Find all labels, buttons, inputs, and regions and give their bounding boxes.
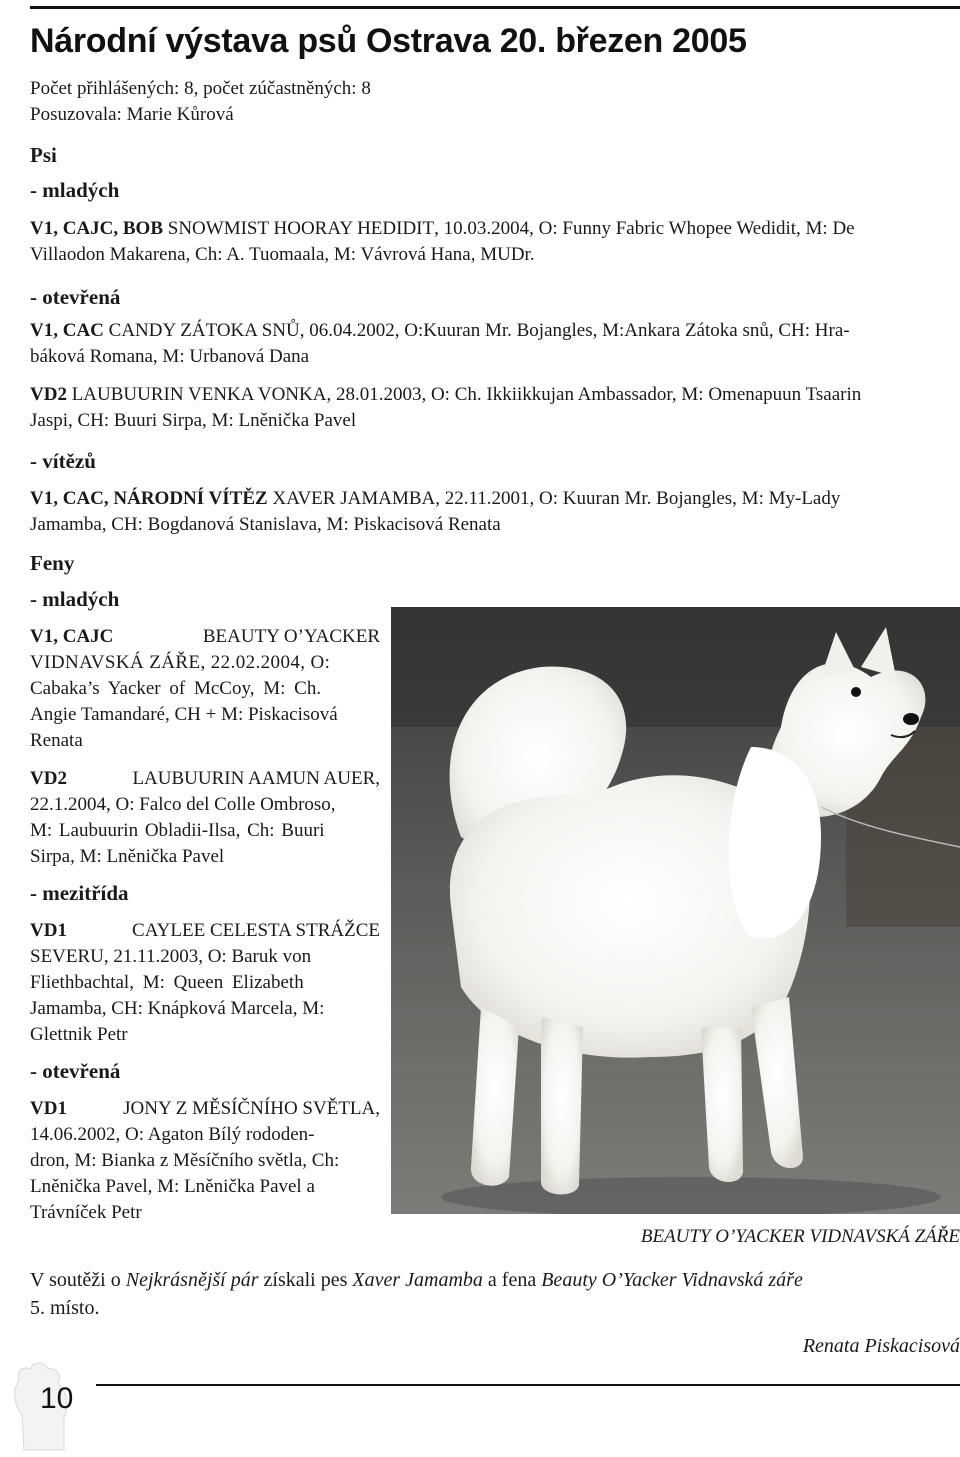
entry-bitches-young-2-line3: M: Laubuurin Obladii-Ilsa, Ch: Buuri bbox=[30, 820, 325, 841]
top-rule bbox=[30, 6, 960, 9]
entry-details: , 10.03.2004, O: Funny Fabric Whopee Wedidit, M: De bbox=[434, 218, 855, 239]
judge-line: Posuzovala: Marie Kůrová bbox=[30, 104, 234, 125]
dog-name: SNOWMIST HOORAY HEDIDIT bbox=[167, 218, 435, 239]
entry-details: , 28.01.2003, O: Ch. Ikkiikkujan Ambassador, M: Omenapuun Tsaarin bbox=[326, 384, 862, 405]
class-heading-bitches-intermediate: - mezitřída bbox=[30, 881, 129, 905]
text-fragment: V soutěži o bbox=[30, 1269, 126, 1291]
entry-bitches-intermediate-1-line3: Fliethbachtal, M: Queen Elizabeth bbox=[30, 972, 304, 993]
dog-name: CANDY ZÁTOKA SNŮ bbox=[108, 320, 300, 341]
text-fragment: a fena bbox=[482, 1269, 542, 1291]
dog-name: LAUBUURIN VENKA VONKA bbox=[71, 384, 327, 405]
dog-name: JONY Z MĚSÍČNÍHO SVĚTLA, bbox=[123, 1098, 380, 1119]
class-heading-bitches-young: - mladých bbox=[30, 587, 120, 611]
entry-bitches-open-1-line4: Lněnička Pavel, M: Lněnička Pavel a bbox=[30, 1176, 315, 1197]
entry-dogs-open-1-line1 bbox=[30, 318, 960, 344]
page-title: Národní výstava psů Ostrava 20. březen 2005 bbox=[30, 22, 747, 60]
pair-contest-text bbox=[30, 1266, 960, 1322]
placement: 5. místo. bbox=[30, 1297, 100, 1319]
entry-dogs-young-1-line2: Villaodon Makarena, Ch: A. Tuomaala, M: Vávrová Hana, MUDr. bbox=[30, 244, 535, 265]
class-heading-dogs-open: - otevřená bbox=[30, 285, 121, 309]
entry-bitches-young-1-line4: Angie Tamandaré, CH + M: Piskacisová bbox=[30, 704, 338, 725]
entry-bitches-open-1-line2: 14.06.2002, O: Agaton Bílý rododen- bbox=[30, 1124, 315, 1145]
class-heading-bitches-open: - otevřená bbox=[30, 1059, 121, 1083]
award-label: V1, CAC, NÁRODNÍ VÍTĚZ bbox=[30, 488, 268, 509]
award-label: V1, CAJC, BOB bbox=[30, 218, 164, 239]
award-label: V1, CAC bbox=[30, 320, 104, 341]
dog-name: LAUBUURIN AAMUN AUER, bbox=[132, 768, 380, 789]
section-heading-bitches: Feny bbox=[30, 551, 75, 575]
entries-count: Počet přihlášených: 8, počet zúčastněných: 8 bbox=[30, 78, 371, 99]
award-label: VD1 bbox=[30, 1098, 67, 1119]
entry-dogs-winners-1-line2: Jamamba, CH: Bogdanová Stanislava, M: Piskacisová Renata bbox=[30, 514, 501, 535]
entry-bitches-intermediate-1-line1 bbox=[30, 918, 380, 944]
page-number: 10 bbox=[40, 1382, 74, 1415]
entry-bitches-young-1-line2: VIDNAVSKÁ ZÁŘE, 22.02.2004, O: bbox=[30, 652, 331, 673]
entry-details: , 06.04.2002, O:Kuuran Mr. Bojangles, M:Ankara Zátoka snů, CH: Hra- bbox=[299, 320, 850, 341]
photo-caption: BEAUTY O’YACKER VIDNAVSKÁ ZÁŘE bbox=[640, 1226, 960, 1247]
entry-dogs-open-2-line2: Jaspi, CH: Buuri Sirpa, M: Lněnička Pavel bbox=[30, 410, 357, 431]
entry-bitches-open-1-line1 bbox=[30, 1096, 380, 1122]
entry-bitches-young-1-line1 bbox=[30, 624, 380, 650]
entry-dogs-young-1-line1 bbox=[30, 216, 960, 242]
dog-name: Xaver Jamamba bbox=[352, 1269, 483, 1291]
contest-name: Nejkrásnější pár bbox=[125, 1269, 259, 1291]
dog-name: XAVER JAMAMBA bbox=[272, 488, 436, 509]
section-heading-dogs: Psi bbox=[30, 143, 57, 167]
bitch-name: Beauty O’Yacker Vidnavská záře bbox=[541, 1269, 803, 1291]
entry-bitches-open-1-line3: dron, M: Bianka z Měsíčního světla, Ch: bbox=[30, 1150, 340, 1171]
entry-bitches-young-2-line4: Sirpa, M: Lněnička Pavel bbox=[30, 846, 225, 867]
entry-bitches-intermediate-1-line2: SEVERU, 21.11.2003, O: Baruk von bbox=[30, 946, 312, 967]
author-signature: Renata Piskacisová bbox=[802, 1335, 960, 1357]
footer-rule bbox=[96, 1384, 960, 1386]
award-label: VD1 bbox=[30, 920, 67, 941]
entry-bitches-intermediate-1-line5: Glettnik Petr bbox=[30, 1024, 128, 1045]
entry-bitches-young-1-line3: Cabaka’s Yacker of McCoy, M: Ch. bbox=[30, 678, 322, 699]
entry-dogs-winners-1-line1 bbox=[30, 486, 960, 512]
award-label: VD2 bbox=[30, 384, 67, 405]
entry-bitches-young-1-line5: Renata bbox=[30, 730, 83, 751]
dog-name: CAYLEE CELESTA STRÁŽCE bbox=[132, 920, 380, 941]
entry-bitches-intermediate-1-line4: Jamamba, CH: Knápková Marcela, M: bbox=[30, 998, 325, 1019]
entry-dogs-open-2-line1 bbox=[30, 382, 960, 408]
entry-details: , 22.11.2001, O: Kuuran Mr. Bojangles, M: My-Lady bbox=[435, 488, 841, 509]
award-label: V1, CAJC bbox=[30, 626, 114, 647]
entry-bitches-open-1-line5: Trávníček Petr bbox=[30, 1202, 142, 1223]
text-fragment: získali pes bbox=[258, 1269, 353, 1291]
dog-photo bbox=[391, 607, 960, 1214]
award-label: VD2 bbox=[30, 768, 67, 789]
class-heading-dogs-young: - mladých bbox=[30, 178, 120, 202]
entry-bitches-young-2-line2: 22.1.2004, O: Falco del Colle Ombroso, bbox=[30, 794, 336, 815]
dog-name: BEAUTY O’YACKER bbox=[202, 626, 380, 647]
entry-bitches-young-2-line1 bbox=[30, 766, 380, 792]
class-heading-dogs-winners: - vítězů bbox=[30, 449, 96, 473]
entry-dogs-open-1-line2: báková Romana, M: Urbanová Dana bbox=[30, 346, 310, 367]
